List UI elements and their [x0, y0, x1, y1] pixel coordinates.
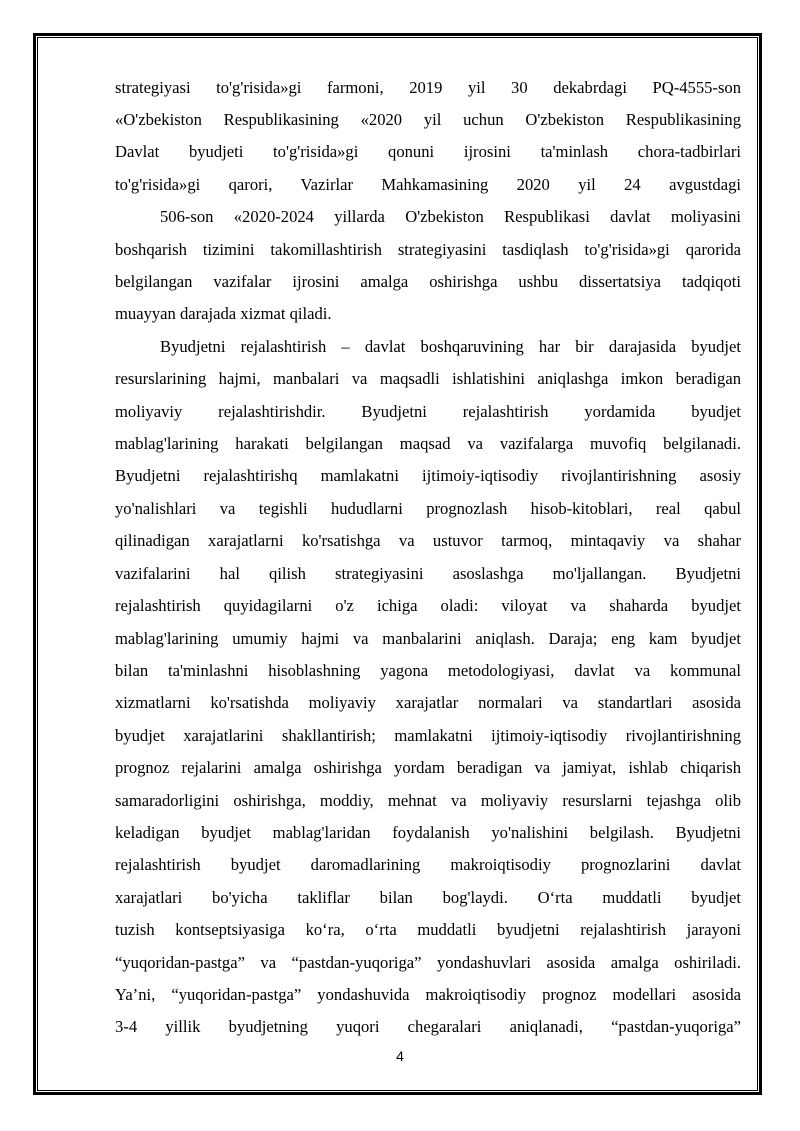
text-line: bilan ta'minlashni hisoblashning yagona metodologiyasi, davlat va kommunal [115, 661, 741, 680]
text-line: byudjet xarajatlarini shakllantirish; mamlakatni ijtimoiy-iqtisodiy rivojlantirishning [115, 726, 741, 745]
text-line: to'g'risida»gi qarori, Vazirlar Mahkamasining 2020 yil 24 avgustdagi [115, 175, 741, 194]
text-line: Davlat byudjeti to'g'risida»gi qonuni ijrosini ta'minlash chora-tadbirlari [115, 142, 741, 161]
text-line: resurslarining hajmi, manbalari va maqsadli ishlatishini aniqlashga imkon beradigan [115, 369, 741, 388]
text-line: qilinadigan xarajatlarni ko'rsatishga va ustuvor tarmoq, mintaqaviy va shahar [115, 531, 741, 550]
text-line: xarajatlari bo'yicha takliflar bilan bog'laydi. O‘rta muddatli byudjet [115, 888, 741, 907]
text-line: strategiyasi to'g'risida»gi farmoni, 2019 yil 30 dekabrdagi PQ-4555-son [115, 78, 741, 97]
text-line: rejalashtirish byudjet daromadlarining makroiqtisodiy prognozlarini davlat [115, 855, 741, 874]
text-line: muayyan darajada xizmat qiladi. [115, 304, 332, 323]
text-line: prognoz rejalarini amalga oshirishga yordam beradigan va jamiyat, ishlab chiqarish [115, 758, 741, 777]
text-line: tuzish kontseptsiyasiga ko‘ra, o‘rta muddatli byudjetni rejalashtirish jarayoni [115, 920, 741, 939]
text-line: Ya’ni, “yuqoridan-pastga” yondashuvida makroiqtisodiy prognoz modellari asosida [115, 985, 741, 1004]
text-line: mablag'larining umumiy hajmi va manbalarini aniqlash. Daraja; eng kam byudjet [115, 629, 741, 648]
paragraph-first-line: Byudjetni rejalashtirish – davlat boshqaruvining har bir darajasida byudjet [160, 337, 741, 356]
text-line: mablag'larining harakati belgilangan maqsad va vazifalarga muvofiq belgilanadi. [115, 434, 741, 453]
text-line: xizmatlarni ko'rsatishda moliyaviy xarajatlar normalari va standartlari asosida [115, 693, 741, 712]
text-line: rejalashtirish quyidagilarni o'z ichiga oladi: viloyat va shaharda byudjet [115, 596, 741, 615]
text-line: keladigan byudjet mablag'laridan foydalanish yo'nalishini belgilash. Byudjetni [115, 823, 741, 842]
text-line: moliyaviy rejalashtirishdir. Byudjetni rejalashtirish yordamida byudjet [115, 402, 741, 421]
page-number: 4 [396, 1048, 404, 1064]
text-line: Byudjetni rejalashtirishq mamlakatni ijtimoiy-iqtisodiy rivojlantirishning asosiy [115, 466, 741, 485]
text-line: belgilangan vazifalar ijrosini amalga oshirishga ushbu dissertatsiya tadqiqoti [115, 272, 741, 291]
text-line: boshqarish tizimini takomillashtirish strategiyasini tasdiqlash to'g'risida»gi qarorida [115, 240, 741, 259]
text-line: 506-son «2020-2024 yillarda O'zbekiston Respublikasi davlat moliyasini [160, 207, 741, 226]
text-line: «O'zbekiston Respublikasining «2020 yil uchun O'zbekiston Respublikasining [115, 110, 741, 129]
text-line: “yuqoridan-pastga” va “pastdan-yuqoriga” yondashuvlari asosida amalga oshiriladi. [115, 953, 741, 972]
text-line: samaradorligini oshirishga, moddiy, mehnat va moliyaviy resurslarni tejashga olib [115, 791, 741, 810]
text-line: yo'nalishlari va tegishli hududlarni prognozlash hisob-kitoblari, real qabul [115, 499, 741, 518]
text-line: 3-4 yillik byudjetning yuqori chegaralari aniqlanadi, “pastdan-yuqoriga” [115, 1017, 741, 1036]
text-line: vazifalarini hal qilish strategiyasini asoslashga mo'ljallangan. Byudjetni [115, 564, 741, 583]
